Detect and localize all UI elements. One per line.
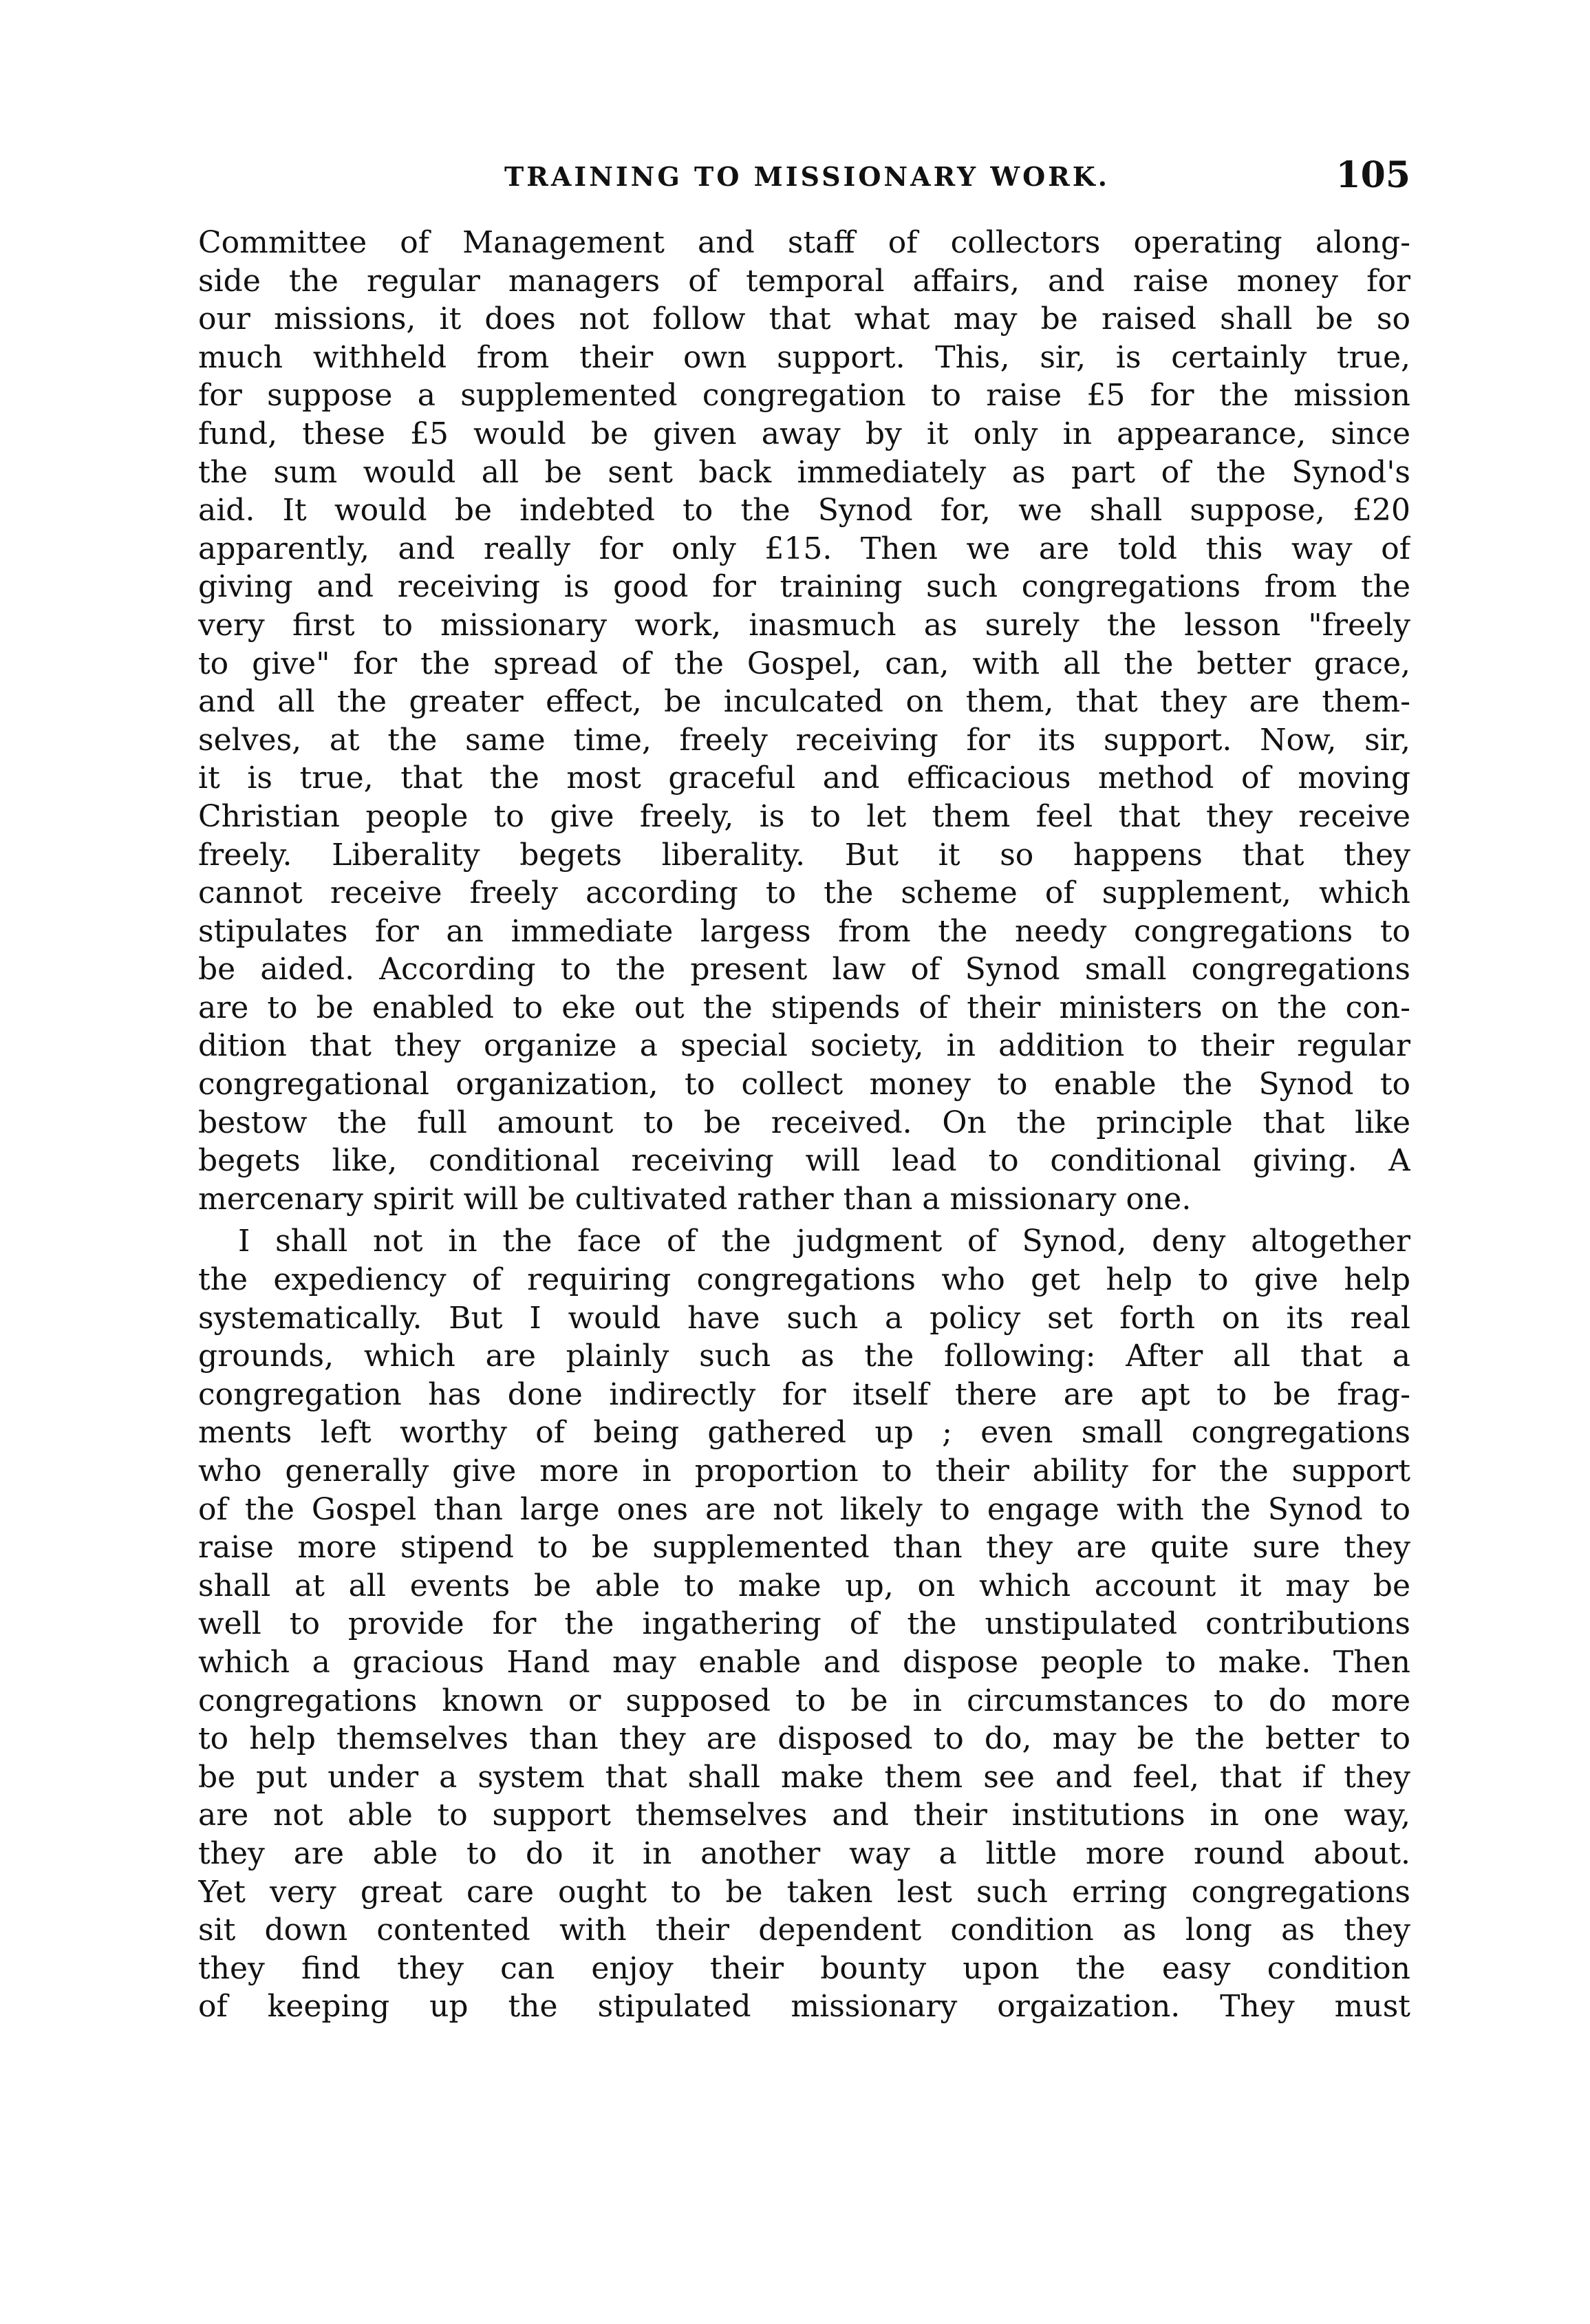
text-line: they are able to do it in another way a little more round about. bbox=[198, 1835, 1410, 1871]
text-line: systematically. But I would have such a policy set forth on its real bbox=[198, 1300, 1410, 1336]
text-line: are not able to support themselves and their institutions in one way, bbox=[198, 1798, 1410, 1833]
text-line: sit down contented with their dependent condition as long as they bbox=[198, 1912, 1410, 1948]
paragraph-2 bbox=[198, 1222, 1410, 2025]
text-line: grounds, which are plainly such as the following: After all that a bbox=[198, 1339, 1410, 1374]
text-line: Yet very great care ought to be taken lest such erring congregations bbox=[198, 1874, 1410, 1910]
text-line: very first to missionary work, inasmuch as surely the lesson "freely bbox=[198, 607, 1410, 643]
text-line: bestow the full amount to be received. On the principle that like bbox=[198, 1105, 1410, 1140]
text-line: congregations known or supposed to be in circumstances to do more bbox=[198, 1683, 1410, 1718]
paragraph-1 bbox=[198, 224, 1410, 1218]
text-line: dition that they organize a special society, in addition to their regular bbox=[198, 1028, 1410, 1064]
text-line: the sum would all be sent back immediately as part of the Synod's bbox=[198, 454, 1410, 490]
running-head bbox=[198, 153, 1410, 201]
text-line: Christian people to give freely, is to let them feel that they receive bbox=[198, 798, 1410, 834]
text-line: begets like, conditional receiving will lead to conditional giving. A bbox=[198, 1143, 1410, 1179]
text-line: for suppose a supplemented congregation to raise £5 for the mission bbox=[198, 378, 1410, 414]
text-line: who generally give more in proportion to their ability for the support bbox=[198, 1453, 1410, 1489]
text-line: and all the greater effect, be inculcated on them, that they are them- bbox=[198, 684, 1410, 720]
text-line: cannot receive freely according to the scheme of supplement, which bbox=[198, 875, 1410, 911]
text-line: mercenary spirit will be cultivated rather than a missionary one. bbox=[198, 1181, 1192, 1217]
text-line: which a gracious Hand may enable and dispose people to make. Then bbox=[198, 1644, 1410, 1680]
text-line: giving and receiving is good for training such congregations from the bbox=[198, 569, 1410, 605]
text-line: apparently, and really for only £15. Then we are told this way of bbox=[198, 531, 1410, 566]
text-line: the expediency of requiring congregations who get help to give help bbox=[198, 1262, 1410, 1298]
text-line: to give" for the spread of the Gospel, can, with all the better grace, bbox=[198, 646, 1410, 681]
text-line: raise more stipend to be supplemented than they are quite sure they bbox=[198, 1530, 1410, 1566]
text-line: be put under a system that shall make them see and feel, that if they bbox=[198, 1759, 1410, 1795]
text-line: they find they can enjoy their bounty upon the easy condition bbox=[198, 1950, 1410, 1986]
text-line: congregation has done indirectly for itself there are apt to be frag- bbox=[198, 1376, 1410, 1412]
text-line: to help themselves than they are disposed to do, may be the better to bbox=[198, 1721, 1410, 1757]
text-line: stipulates for an immediate largess from the needy congregations to bbox=[198, 913, 1410, 949]
page-number: 105 bbox=[1335, 154, 1410, 196]
text-line: our missions, it does not follow that what may be raised shall be so bbox=[198, 301, 1410, 337]
text-line: I shall not in the face of the judgment of Synod, deny altogether bbox=[238, 1224, 1410, 1259]
running-title: TRAINING TO MISSIONARY WORK. bbox=[504, 161, 1110, 192]
text-line: ments left worthy of being gathered up ; even small congregations bbox=[198, 1415, 1410, 1451]
text-line: Committee of Management and staff of collectors operating along- bbox=[198, 225, 1410, 260]
text-line: of keeping up the stipulated missionary orgaization. They must bbox=[198, 1989, 1410, 2025]
text-line: congregational organization, to collect money to enable the Synod to bbox=[198, 1067, 1410, 1102]
text-line: well to provide for the ingathering of the unstipulated contributions bbox=[198, 1606, 1410, 1642]
body-text bbox=[198, 224, 1410, 2026]
text-line: selves, at the same time, freely receiving for its support. Now, sir, bbox=[198, 722, 1410, 758]
text-line: aid. It would be indebted to the Synod for, we shall suppose, £20 bbox=[198, 493, 1410, 529]
text-line: be aided. According to the present law of Synod small congregations bbox=[198, 952, 1410, 988]
text-line: of the Gospel than large ones are not likely to engage with the Synod to bbox=[198, 1491, 1410, 1527]
text-line: shall at all events be able to make up, on which account it may be bbox=[198, 1568, 1410, 1603]
text-line: are to be enabled to eke out the stipends of their ministers on the con- bbox=[198, 990, 1410, 1025]
text-line: side the regular managers of temporal affairs, and raise money for bbox=[198, 263, 1410, 299]
text-line: it is true, that the most graceful and efficacious method of moving bbox=[198, 760, 1410, 796]
text-line: freely. Liberality begets liberality. But it so happens that they bbox=[198, 837, 1410, 873]
text-line: much withheld from their own support. This, sir, is certainly true, bbox=[198, 339, 1410, 375]
text-line: fund, these £5 would be given away by it only in appearance, since bbox=[198, 416, 1410, 451]
